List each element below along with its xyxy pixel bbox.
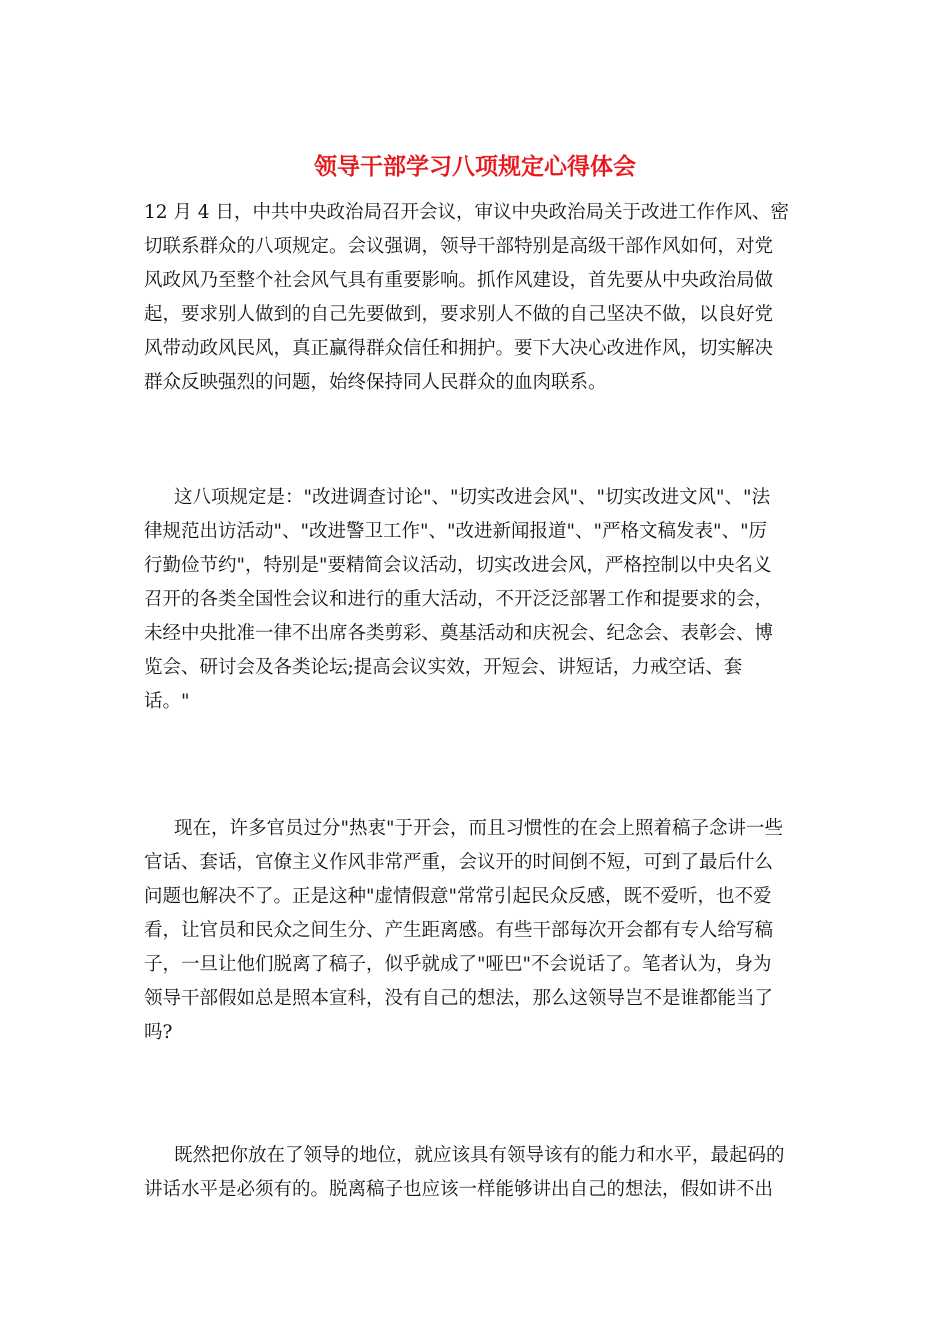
paragraph-line: 召开的各类全国性会议和进行的重大活动，不开泛泛部署工作和提要求的会，	[144, 589, 774, 610]
paragraph-line: 话。"	[144, 691, 190, 712]
paragraph-line: 看，让官员和民众之间生分、产生距离感。有些干部每次开会都有专人给写稿	[144, 920, 774, 941]
document-title: 领导干部学习八项规定心得体会	[314, 153, 636, 180]
paragraph-line: 风带动政风民风，真正赢得群众信任和拥护。要下大决心改进作风，切实解决	[144, 338, 774, 359]
paragraph-line: 群众反映强烈的问题，始终保持同人民群众的血肉联系。	[144, 372, 607, 393]
paragraph-line: 吗?	[144, 1022, 173, 1043]
paragraph-line: 现在，许多官员过分"热衷"于开会，而且习惯性的在会上照着稿子念讲一些	[174, 818, 784, 839]
paragraph-line: 讲话水平是必须有的。脱离稿子也应该一样能够讲出自己的想法，假如讲不出	[144, 1179, 774, 1200]
paragraph-1	[144, 196, 812, 400]
paragraph-line: 未经中央批准一律不出席各类剪彩、奠基活动和庆祝会、纪念会、表彰会、博	[144, 623, 774, 644]
paragraph-line: 领导干部假如总是照本宣科，没有自己的想法，那么这领导岂不是谁都能当了	[144, 988, 774, 1009]
paragraph-line: 律规范出访活动"、"改进警卫工作"、"改进新闻报道"、"严格文稿发表"、"厉	[144, 521, 768, 542]
paragraph-line: 览会、研讨会及各类论坛;提高会议实效，开短会、讲短话，力戒空话、套	[144, 657, 743, 678]
paragraph-line: 行勤俭节约"，特别是"要精简会议活动，切实改进会风，严格控制以中央名义	[144, 555, 772, 576]
paragraph-line: 既然把你放在了领导的地位，就应该具有领导该有的能力和水平，最起码的	[174, 1145, 785, 1166]
paragraph-2	[144, 481, 812, 719]
paragraph-line: 起，要求别人做到的自己先要做到，要求别人不做的自己坚决不做，以良好党	[144, 304, 774, 325]
paragraph-line: 切联系群众的八项规定。会议强调，领导干部特别是高级干部作风如何，对党	[144, 236, 774, 257]
paragraph-line: 这八项规定是："改进调查讨论"、"切实改进会风"、"切实改进文风"、"法	[174, 487, 771, 508]
paragraph-line: 12 月 4 日，中共中央政治局召开会议，审议中央政治局关于改进工作作风、密	[144, 202, 789, 223]
paragraph-4	[144, 1139, 812, 1207]
paragraph-3	[144, 812, 812, 1050]
paragraph-line: 子，一旦让他们脱离了稿子，似乎就成了"哑巴"不会说话了。笔者认为，身为	[144, 954, 772, 975]
paragraph-line: 风政风乃至整个社会风气具有重要影响。抓作风建设，首先要从中央政治局做	[144, 270, 774, 291]
paragraph-line: 问题也解决不了。正是这种"虚情假意"常常引起民众反感，既不爱听，也不爱	[144, 886, 772, 907]
paragraph-line: 官话、套话，官僚主义作风非常严重，会议开的时间倒不短，可到了最后什么	[144, 852, 774, 873]
